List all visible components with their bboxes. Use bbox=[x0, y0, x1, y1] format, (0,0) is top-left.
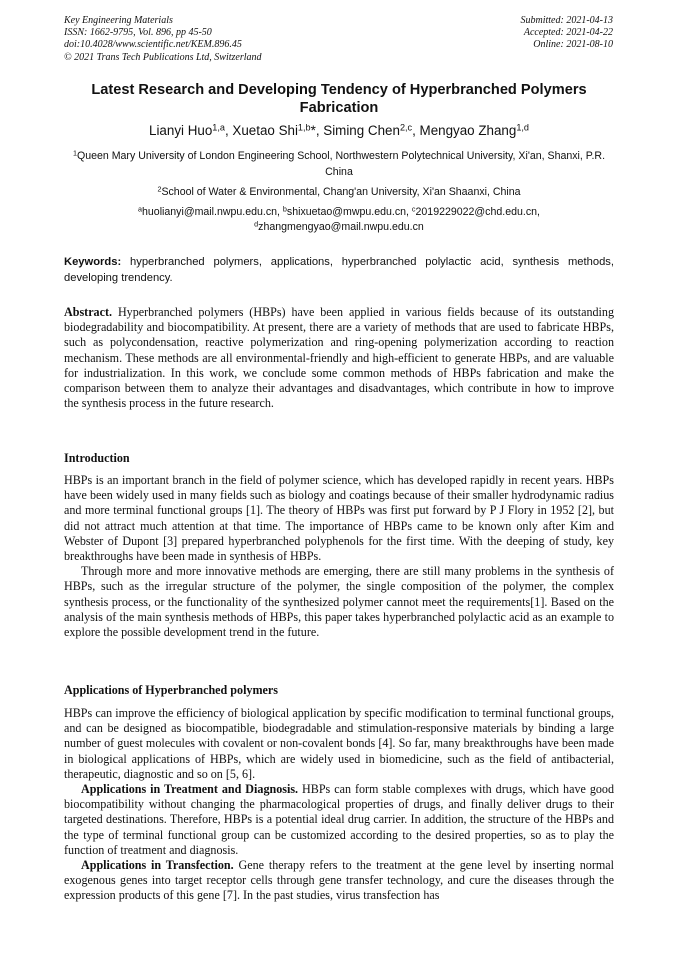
author-affiliation-mark: 1,a bbox=[212, 122, 225, 133]
email-mark: a bbox=[138, 204, 143, 214]
affiliation-text: Queen Mary University of London Engineering School, Northwestern Polytechnical University, Xi'an, Shanxi, P.R. China bbox=[76, 150, 606, 178]
affiliation-mark: 2 bbox=[157, 184, 162, 194]
abstract-text: Hyperbranched polymers (HBPs) have been applied in various fields because of its outstanding biodegradability and biocompatibility. At present, there are a variety of methods that are used to fabricate HBPs, such as polycondensation, reactive polymerization and ring-opening polymerization according to reaction mechanism. These methods are all environmental-friendly and high-efficient to generate HBPs, and are valuable for industrialization. In this work, we conclude some common methods of HBPs fabrication and make the comparison between them to analyze their advantages and disadvantages, which contribute in how to improve the synthesis process in the future research. bbox=[64, 305, 614, 411]
author-name: Mengyao Zhang bbox=[419, 123, 517, 138]
intro-paragraph-2: Through more and more innovative methods are emerging, there are still many problems in the synthesis of HBPs, such as the irregular structure of the polymer, the single composition of the polymer, the complex synthesis process, or the functionality of the synthesized polymer cannot meet the requirements[1]. Based on the analysis of the main synthesis methods of HBPs, this paper takes hyperbranched polylactic acid as an example to explore the possible development trend in the future. bbox=[64, 564, 614, 640]
issn-line: ISSN: 1662-9795, Vol. 896, pp 45-50 bbox=[64, 27, 212, 39]
apps-paragraph-3-text: Gene therapy refers to the treatment at the gene level by inserting normal exogenous genes into target receptor cells through gene transfer technology, and cure the diseases through the expression products of this gene [7]. In the past studies, virus transfection has bbox=[64, 858, 614, 903]
email-mark: d bbox=[254, 219, 259, 229]
doi-line: doi:10.4028/www.scientific.net/KEM.896.45 bbox=[64, 39, 242, 51]
apps-paragraph-3 bbox=[64, 858, 614, 904]
introduction-body bbox=[64, 473, 614, 640]
online-date: Online: 2021-08-10 bbox=[533, 39, 613, 51]
email-address: zhangmengyao@mail.nwpu.edu.cn bbox=[258, 221, 424, 233]
keywords-text: hyperbranched polymers, applications, hyperbranched polylactic acid, synthesis methods, developing trendency. bbox=[64, 256, 614, 284]
abstract-block bbox=[64, 305, 614, 411]
corresponding-mark: * bbox=[310, 123, 316, 138]
subsection-label-transfection: Applications in Transfection. bbox=[81, 858, 234, 873]
affiliation-1 bbox=[64, 148, 614, 180]
keywords-label: Keywords: bbox=[64, 256, 122, 268]
affiliation-text: School of Water & Environmental, Chang'an University, Xi'an Shaanxi, China bbox=[161, 186, 521, 198]
accepted-date: Accepted: 2021-04-22 bbox=[523, 27, 613, 39]
apps-paragraph-2-text: HBPs can form stable complexes with drugs, which have good biocompatibility without changing the pharmacological properties of drugs, and finally deliver drugs to their targeted destinations. Therefore, HBPs is a potential ideal drug carrier. In addition, the structure of the HBPs and the type of terminal functional group can be customized according to the desired properties, so as to play the function of treatment and diagnosis. bbox=[64, 782, 615, 857]
email-list bbox=[64, 205, 614, 235]
author-affiliation-mark: 2,c bbox=[399, 122, 413, 133]
affiliation-2 bbox=[64, 184, 614, 200]
intro-paragraph-1: HBPs is an important branch in the field of polymer science, which has developed rapidly in recent years. HBPs have been widely used in many fields such as biology and coatings because of their smaller hydrodynamic radius and more terminal functional groups [1]. The theory of HBPs was first put forward by P J Flory in 1952 [2], but did not attract much attention at that time. The importance of HBPs came to be known only after Kim and Webster of Dupont [3] prepared hyperbranched polyphenols for the first time. With the deeping of study, key breakthroughs have been made in synthesis of HBPs. bbox=[64, 473, 614, 564]
author-affiliation-mark: 1,b bbox=[297, 122, 311, 133]
email-address: 2019229022@chd.edu.cn, bbox=[415, 206, 540, 218]
section-heading-introduction: Introduction bbox=[64, 451, 130, 465]
affiliation-mark: 1 bbox=[72, 148, 77, 158]
subsection-label-treatment: Applications in Treatment and Diagnosis. bbox=[81, 782, 299, 797]
submitted-date: Submitted: 2021-04-13 bbox=[520, 15, 613, 26]
journal-header bbox=[64, 15, 262, 64]
author-affiliation-mark: 1,d bbox=[516, 122, 529, 133]
email-address: shixuetao@mwpu.edu.cn, bbox=[286, 206, 412, 218]
email-mark: c bbox=[411, 204, 416, 214]
abstract-label: Abstract. bbox=[64, 305, 113, 319]
keywords-block bbox=[64, 255, 614, 286]
author-name: Siming Chen bbox=[323, 123, 400, 138]
dates-header bbox=[521, 15, 614, 52]
paper-title: Latest Research and Developing Tendency of Hyperbranched Polymers Fabrication bbox=[91, 82, 587, 116]
author-name: Lianyi Huo bbox=[149, 123, 213, 138]
author-separator: , bbox=[224, 123, 233, 138]
applications-body bbox=[64, 706, 614, 904]
author-separator: , bbox=[412, 123, 420, 138]
author-separator: , bbox=[315, 123, 324, 138]
email-address: huolianyi@mail.nwpu.edu.cn, bbox=[142, 206, 283, 218]
apps-paragraph-1: HBPs can improve the efficiency of biological application by specific modification to terminal functional groups, and can be designed as biocompatible, biodegradable and stimulation-responsive materials by binding a large number of guest molecules with covalent or non-covalent bonds [4]. So far, many breakthroughs have been made in biological applications of HBPs, which are widely used in biomedicine, such as the field of antibacterial, therapeutic, diagnostic and so on [5, 6]. bbox=[64, 706, 614, 781]
email-mark: b bbox=[282, 204, 287, 214]
author-name: Xuetao Shi bbox=[232, 123, 298, 138]
copyright-line: © 2021 Trans Tech Publications Ltd, Switzerland bbox=[64, 51, 262, 63]
journal-name: Key Engineering Materials bbox=[64, 15, 173, 26]
apps-paragraph-2 bbox=[64, 782, 614, 858]
section-heading-applications: Applications of Hyperbranched polymers bbox=[64, 683, 278, 697]
author-list bbox=[60, 123, 618, 139]
abstract-paragraph bbox=[64, 305, 614, 411]
